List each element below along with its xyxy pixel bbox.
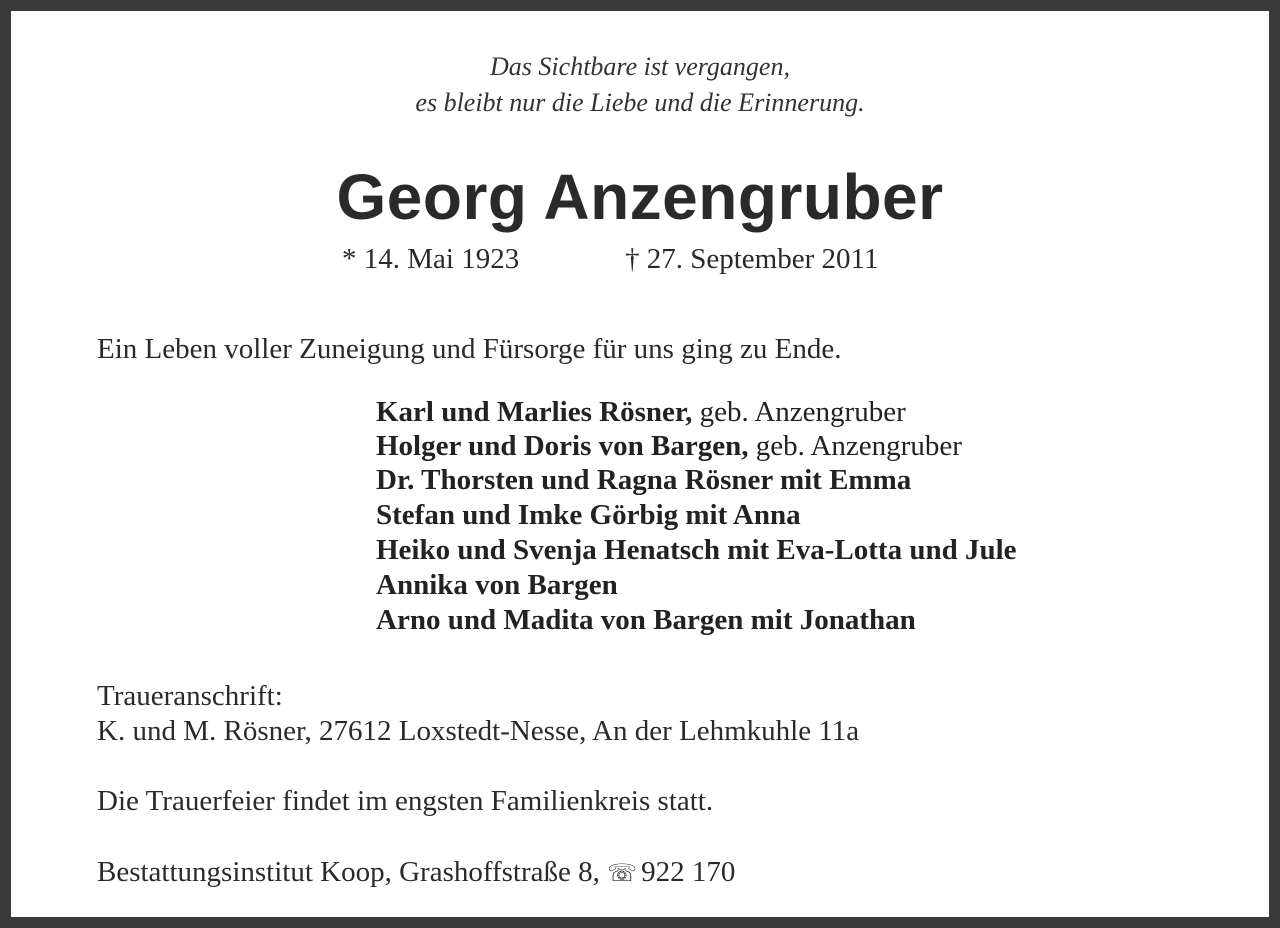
family-maiden-name: geb. Anzengruber: [748, 430, 962, 462]
family-names: Dr. Thorsten und Ragna Rösner mit Emma: [376, 464, 912, 496]
undertaker-text: Bestattungsinstitut Koop, Grashoffstraße 8,: [97, 856, 600, 888]
family-member-line: [376, 603, 916, 637]
birth-date: * 14. Mai 1923: [342, 243, 520, 275]
family-names: Heiko und Svenja Henatsch mit Eva-Lotta und Jule: [376, 534, 1017, 566]
deceased-name: Georg Anzengruber: [336, 161, 944, 233]
motto-line-1: Das Sichtbare ist vergangen,: [490, 52, 790, 81]
undertaker-phone: 922 170: [641, 856, 736, 888]
undertaker-line: [97, 854, 735, 891]
family-maiden-name: geb. Anzengruber: [692, 396, 906, 428]
motto-line-2: es bleibt nur die Liebe und die Erinnerung.: [415, 88, 865, 117]
death-date: † 27. September 2011: [625, 243, 879, 275]
family-names: Stefan und Imke Görbig mit Anna: [376, 499, 801, 531]
family-member-line: [376, 429, 962, 463]
family-names: Holger und Doris von Bargen,: [376, 430, 749, 462]
family-member-line: [376, 395, 906, 429]
ceremony-note: Die Trauerfeier findet im engsten Familienkreis statt.: [97, 785, 714, 817]
address-value: K. und M. Rösner, 27612 Loxstedt-Nesse, An der Lehmkuhle 11a: [97, 715, 860, 747]
telephone-icon: ☏: [607, 859, 638, 887]
address-label: Traueranschrift:: [97, 680, 283, 712]
family-names: Annika von Bargen: [376, 569, 618, 601]
family-member-line: [376, 533, 1017, 567]
family-member-line: [376, 568, 618, 602]
family-names: Karl und Marlies Rösner,: [376, 396, 693, 428]
family-names: Arno und Madita von Bargen mit Jonathan: [376, 604, 916, 636]
intro-text: Ein Leben voller Zuneigung und Fürsorge für uns ging zu Ende.: [97, 333, 842, 365]
family-member-line: [376, 498, 801, 532]
family-member-line: [376, 463, 911, 497]
